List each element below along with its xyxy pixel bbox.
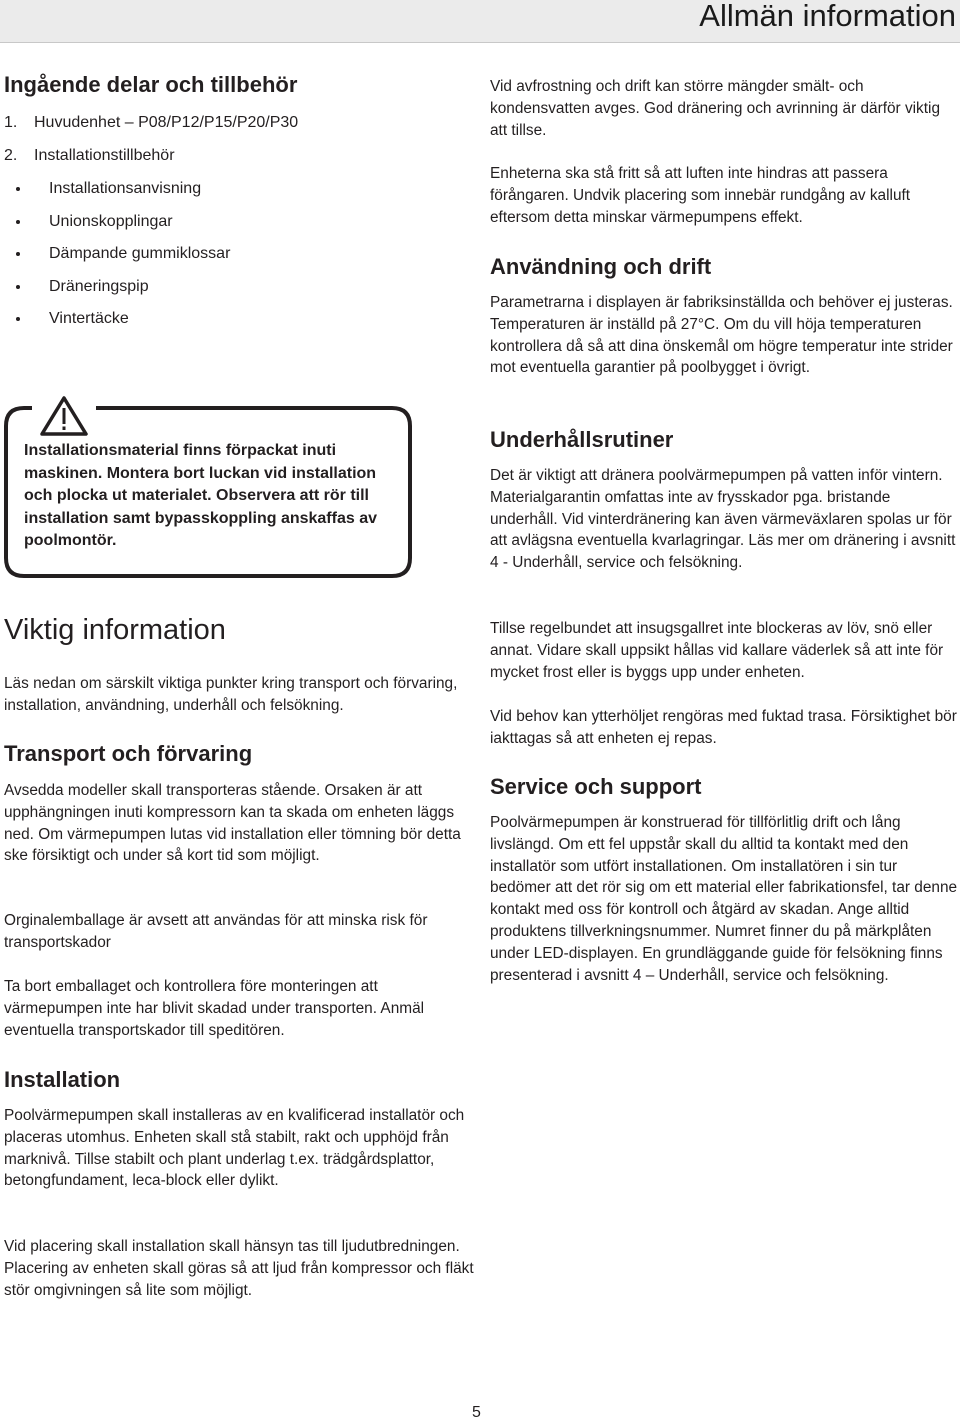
- usage-heading: Användning och drift: [490, 254, 712, 279]
- list-item: Installationsanvisning: [4, 178, 474, 199]
- parts-item-2: [4, 145, 474, 166]
- page-header-title: Allmän information: [699, 0, 956, 33]
- installation-paragraph-2: Vid placering skall installation skall hänsyn tas till ljudutbredningen. Placering av enheten skall göras så att ljud från kompressor och fläkt stör omgivningen så lite som möjligt.: [4, 1238, 474, 1299]
- parts-item-1-label: Huvudenhet – P08/P12/P15/P20/P30: [34, 114, 299, 131]
- installation-paragraph-1: Poolvärmepumpen skall installeras av en kvalificerad installatör och placeras utomhus. Enheten skall stå stabilt, rakt och upphöjd från marknivå. Tillse stabilt och plant underlag t.ex. trädgårdsplattor, betongfundament, leca-block eller dylikt.: [4, 1107, 465, 1190]
- transport-paragraph-3: Ta bort emballaget och kontrollera före monteringen att värmepumpen inte har blivit skadad under transporten. Anmäl eventuella transportskador till speditören.: [4, 978, 425, 1039]
- bullet-icon: [16, 187, 20, 191]
- parts-item-2-label: Installationstillbehör: [34, 147, 175, 164]
- left-column: [4, 72, 474, 341]
- transport-paragraph-1: Avsedda modeller skall transporteras stående. Orsaken är att upphängningen inuti kompressorn kan ta skada om enheten läggs ned. Om värmepumpen lutas vid installation eller tömning bör detta ske försiktigt och under så kort tid som möjligt.: [4, 782, 461, 865]
- important-heading: Viktig information: [4, 614, 226, 646]
- list-item: Dämpande gummiklossar: [4, 243, 474, 264]
- transport-heading: Transport och förvaring: [4, 741, 253, 766]
- accessories-list: [4, 178, 474, 329]
- maintenance-paragraph-3: Vid behov kan ytterhöljet rengöras med fuktad trasa. Försiktighet bör iakttagas så att enheten ej repas.: [490, 708, 957, 747]
- usage-paragraph: Parametrarna i displayen är fabriksinställda och behöver ej justeras. Temperaturen är inställd på 27°C. Om du vill höja temperaturen kontrollera då så att dina önskemål om högre temperatur inte strider mot eventuella garantier på poolbygget i övrigt.: [490, 294, 953, 377]
- service-heading: Service och support: [490, 774, 702, 799]
- parts-item-1: [4, 112, 474, 133]
- page-number: 5: [472, 1404, 481, 1421]
- defrost-paragraph: Vid avfrostning och drift kan större mängder smält- och kondensvatten avges. God dränering och avrinning är därför viktig att tillse.: [490, 78, 941, 139]
- maintenance-paragraph-1: Det är viktigt att dränera poolvärmepumpen på vatten inför vintern. Materialgarantin omfattas inte av frysskador pga. bristande underhåll. Vid vinterdränering kan även värmeväxlaren spolas ur för att avlägsna eventuella kvarlagringar. Läs mer om dränering i avsnitt 4 - Underhåll, service och felsökning.: [490, 467, 956, 572]
- list-item: Dräneringspip: [4, 276, 474, 297]
- list-item: Vintertäcke: [4, 308, 474, 329]
- maintenance-heading: Underhållsrutiner: [490, 427, 674, 452]
- airflow-paragraph: Enheterna ska stå fritt så att luften inte hindras att passera förångaren. Undvik placering som innebär rundgång av kalluft eftersom detta minskar värmepumpens effekt.: [490, 165, 911, 226]
- parts-item-1-number: 1.: [4, 114, 18, 131]
- transport-paragraph-2: Orginalemballage är avsett att användas för att minska risk för transportskador: [4, 912, 428, 951]
- bullet-icon: [16, 220, 20, 224]
- list-item: Unionskopplingar: [4, 211, 474, 232]
- parts-heading: Ingående delar och tillbehör: [4, 72, 298, 97]
- bullet-icon: [16, 285, 20, 289]
- important-intro: Läs nedan om särskilt viktiga punkter kring transport och förvaring, installation, användning, underhåll och felsökning.: [4, 675, 458, 714]
- maintenance-paragraph-2: Tillse regelbundet att insugsgallret inte blockeras av löv, snö eller annat. Vidare skall uppsikt hållas vid kallare väderlek så att inte för mycket frost eller is byggs upp under enheten.: [490, 620, 944, 681]
- bullet-icon: [16, 252, 20, 256]
- header-band: [0, 0, 960, 43]
- parts-item-2-number: 2.: [4, 147, 18, 164]
- service-paragraph: Poolvärmepumpen är konstruerad för tillförlitlig drift och lång livslängd. Om ett fel uppstår skall du alltid ta kontakt med den installatör som utfört installationen. Om installatören i sin tur bedömer att det rör sig om ett material eller fabrikationsfel, tar denne kontakt med oss för kontroll och åtgärd av skadan. Ange alltid produktens tillverkningsnummer. Numret finner du på märkplåten under LED-displayen. En grundläggande guide för felsökning finns presenterad i avsnitt 4 – Underhåll, service och felsökning.: [490, 814, 958, 984]
- warning-triangle-icon: [42, 398, 86, 434]
- bullet-icon: [16, 317, 20, 321]
- installation-heading: Installation: [4, 1067, 121, 1092]
- warning-text: Installationsmaterial finns förpackat inuti maskinen. Montera bort luckan vid installation och plocka ut materialet. Observera att rör till installation samt bypasskoppling anskaffas av poolmontör.: [24, 442, 377, 549]
